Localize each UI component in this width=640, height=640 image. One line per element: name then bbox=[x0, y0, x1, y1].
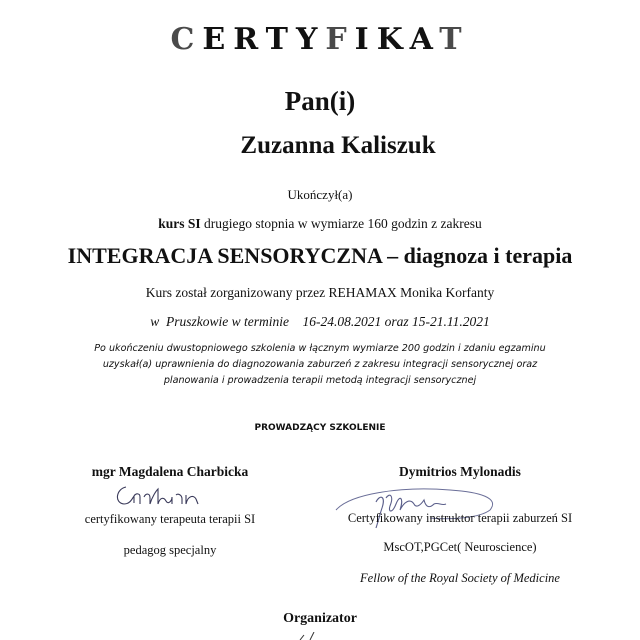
description-line: uzyskał(a) uprawnienia do diagnozowania zaburzeń z zakresu integracji sensorycznej oraz bbox=[102, 359, 538, 370]
instructors-heading: PROWADZĄCY SZKOLENIE bbox=[254, 423, 386, 433]
organizer-heading: Organizator bbox=[283, 611, 357, 626]
signature-charbicka-icon bbox=[112, 483, 202, 509]
title-part: ERTY bbox=[202, 22, 326, 57]
description bbox=[0, 341, 640, 389]
title-part: F bbox=[325, 22, 355, 57]
title-part: T bbox=[439, 22, 470, 57]
recipient-name: Zuzanna Kaliszuk bbox=[240, 132, 436, 159]
instructor-credential: MscOT,PGCet( Neuroscience) bbox=[383, 540, 537, 554]
course-title: INTEGRACJA SENSORYCZNA – diagnoza i terapia bbox=[67, 243, 573, 268]
organizer-line: Kurs został zorganizowany przez REHAMAX Monika Korfanty bbox=[145, 285, 495, 300]
certificate-title bbox=[0, 22, 640, 57]
instructor-credential: pedagog specjalny bbox=[123, 543, 217, 557]
instructor-fellowship: Fellow of the Royal Society of Medicine bbox=[360, 571, 560, 585]
instructor-left-details bbox=[40, 512, 300, 558]
place-date-line: w Pruszkowie w terminie 16-24.08.2021 oraz 15-21.11.2021 bbox=[150, 314, 490, 329]
description-line: Po ukończeniu dwustopniowego szkolenia w łącznym wymiarze 200 godzin i zdaniu egzaminu bbox=[94, 343, 546, 354]
salutation: Pan(i) bbox=[284, 86, 356, 116]
instructor-right-details bbox=[300, 511, 620, 586]
title-part: C bbox=[170, 22, 203, 57]
course-rest: drugiego stopnia w wymiarze 160 godzin z zakresu bbox=[200, 216, 482, 231]
instructor-name: mgr Magdalena Charbicka bbox=[91, 464, 249, 479]
instructor-name: Dymitrios Mylonadis bbox=[399, 464, 521, 479]
instructor-left bbox=[40, 464, 300, 480]
instructor-right bbox=[300, 464, 620, 480]
instructor-credential: Certyfikowany instruktor terapii zaburzeń SI bbox=[347, 511, 573, 525]
instructor-credential: certyfikowany terapeuta terapii SI bbox=[84, 512, 256, 526]
description-line: planowania i prowadzenia terapii metodą integracji sensorycznej bbox=[163, 375, 477, 386]
signature-organizer-icon bbox=[298, 632, 318, 640]
course-line bbox=[0, 216, 640, 232]
completed-label: Ukończył(a) bbox=[287, 187, 353, 202]
course-bold: kurs SI bbox=[158, 216, 201, 231]
title-part: IKA bbox=[354, 22, 440, 57]
